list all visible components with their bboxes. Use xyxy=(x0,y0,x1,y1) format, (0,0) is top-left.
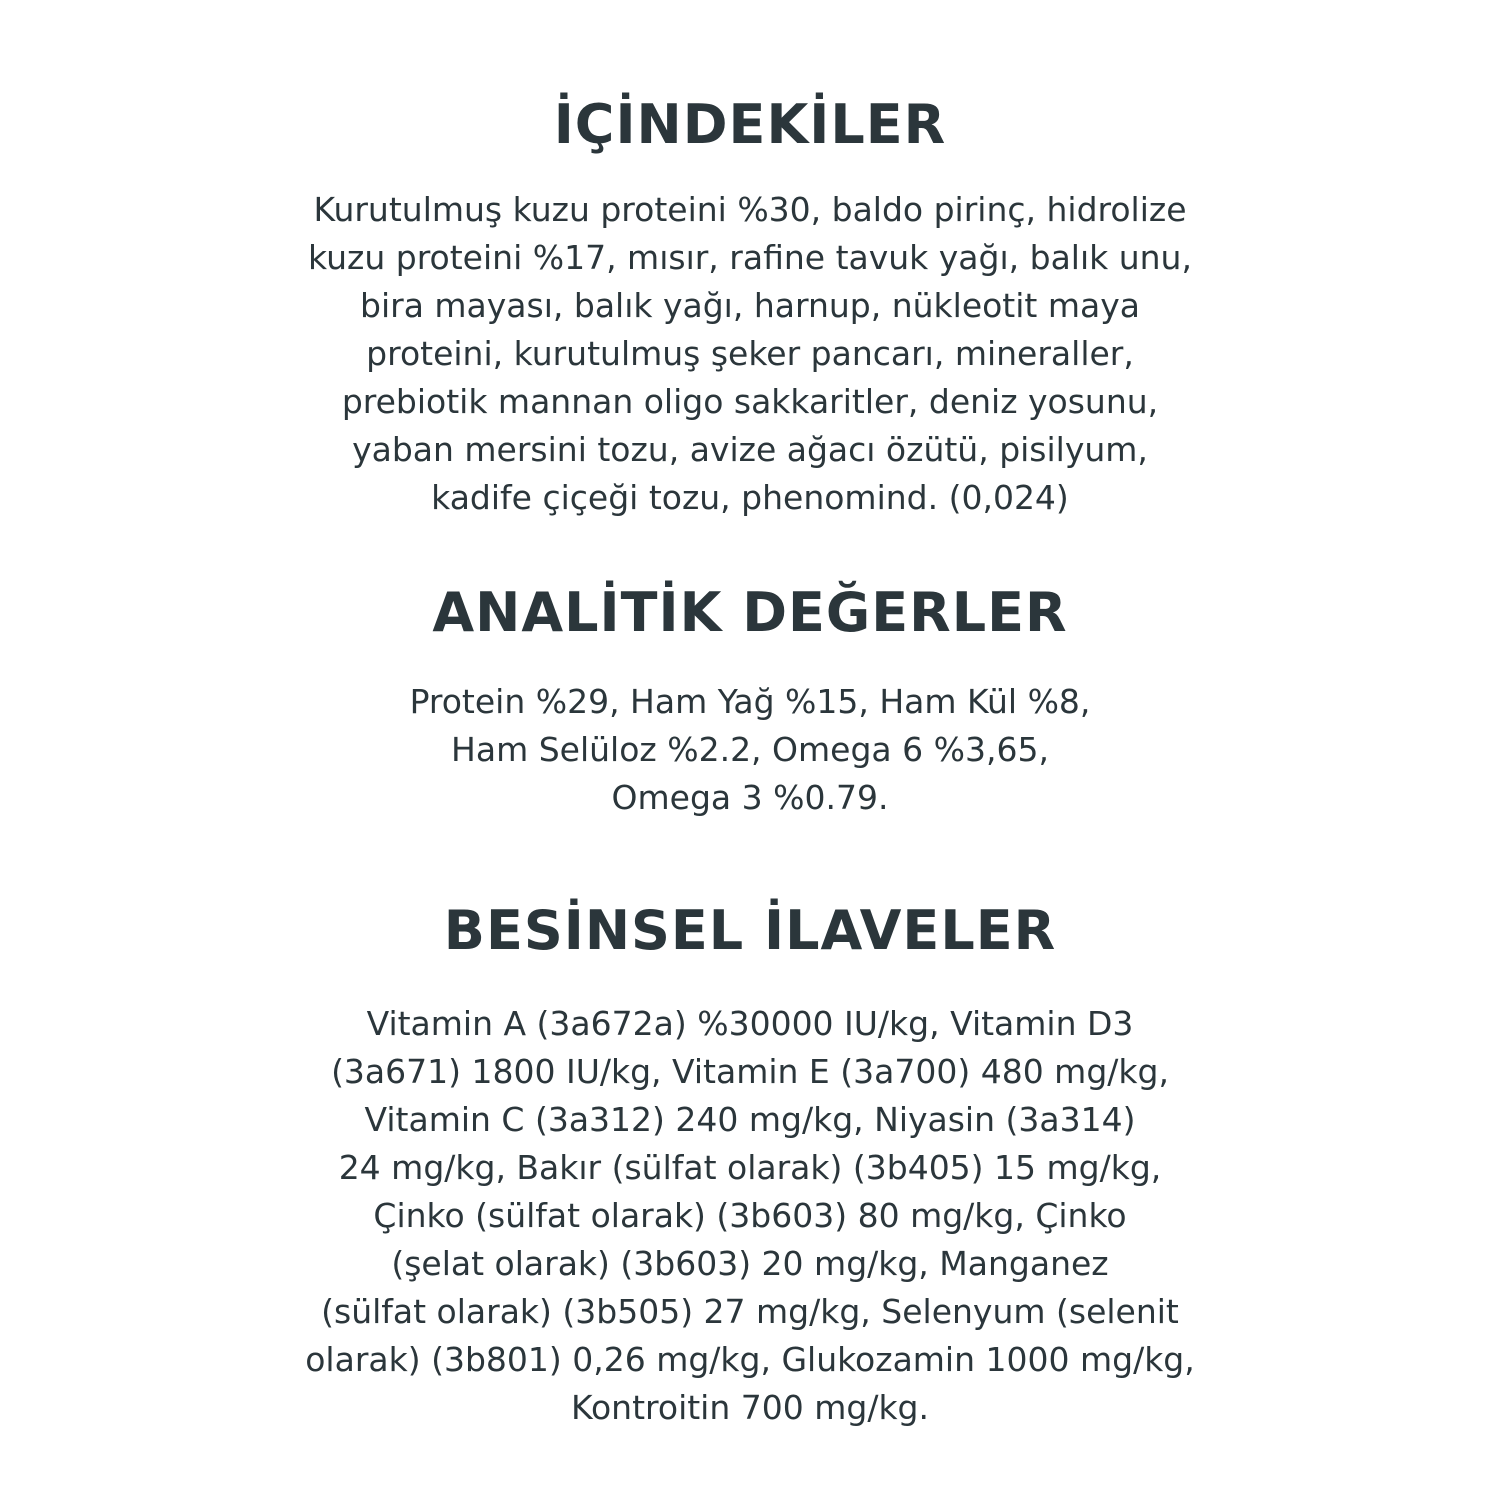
analytic-values-line: Ham Selüloz %2.2, Omega 6 %3,65, xyxy=(451,730,1049,769)
ingredients-text xyxy=(0,186,1500,522)
ingredients-heading: İÇİNDEKİLER xyxy=(553,93,947,156)
ingredients-line: kadife çiçeği tozu, phenomind. (0,024) xyxy=(431,478,1069,517)
ingredients-line: yaban mersini tozu, avize ağacı özütü, pisilyum, xyxy=(352,430,1148,469)
ingredients-section xyxy=(0,93,1500,522)
nutritional-additives-line: Vitamin C (3a312) 240 mg/kg, Niyasin (3a314) xyxy=(364,1100,1136,1139)
nutritional-additives-heading: BESİNSEL İLAVELER xyxy=(443,899,1057,962)
ingredients-line: proteini, kurutulmuş şeker pancarı, mineraller, xyxy=(366,334,1134,373)
nutritional-additives-line: (şelat olarak) (3b603) 20 mg/kg, Manganez xyxy=(391,1244,1109,1283)
ingredients-line: bira mayası, balık yağı, harnup, nükleotit maya xyxy=(360,286,1140,325)
analytic-values-line: Omega 3 %0.79. xyxy=(611,778,889,817)
nutritional-additives-text xyxy=(0,1000,1500,1432)
nutritional-additives-line: olarak) (3b801) 0,26 mg/kg, Glukozamin 1000 mg/kg, xyxy=(305,1340,1195,1379)
nutritional-additives-line: (sülfat olarak) (3b505) 27 mg/kg, Selenyum (selenit xyxy=(321,1292,1179,1331)
analytic-values-section xyxy=(0,581,1500,822)
nutritional-additives-section xyxy=(0,899,1500,1432)
ingredients-line: prebiotik mannan oligo sakkaritler, deniz yosunu, xyxy=(341,382,1159,421)
nutritional-additives-line: Çinko (sülfat olarak) (3b603) 80 mg/kg, Çinko xyxy=(373,1196,1127,1235)
ingredients-line: Kurutulmuş kuzu proteini %30, baldo pirinç, hidrolize xyxy=(313,190,1187,229)
ingredients-line: kuzu proteini %17, mısır, rafine tavuk yağı, balık unu, xyxy=(308,238,1192,277)
nutritional-additives-line: Kontroitin 700 mg/kg. xyxy=(571,1388,929,1427)
nutritional-additives-line: Vitamin A (3a672a) %30000 IU/kg, Vitamin D3 xyxy=(366,1004,1134,1043)
nutritional-additives-line: 24 mg/kg, Bakır (sülfat olarak) (3b405) 15 mg/kg, xyxy=(338,1148,1162,1187)
analytic-values-text xyxy=(0,678,1500,822)
analytic-values-line: Protein %29, Ham Yağ %15, Ham Kül %8, xyxy=(409,682,1091,721)
nutritional-additives-line: (3a671) 1800 IU/kg, Vitamin E (3a700) 480 mg/kg, xyxy=(331,1052,1169,1091)
analytic-values-heading: ANALİTİK DEĞERLER xyxy=(432,581,1068,644)
